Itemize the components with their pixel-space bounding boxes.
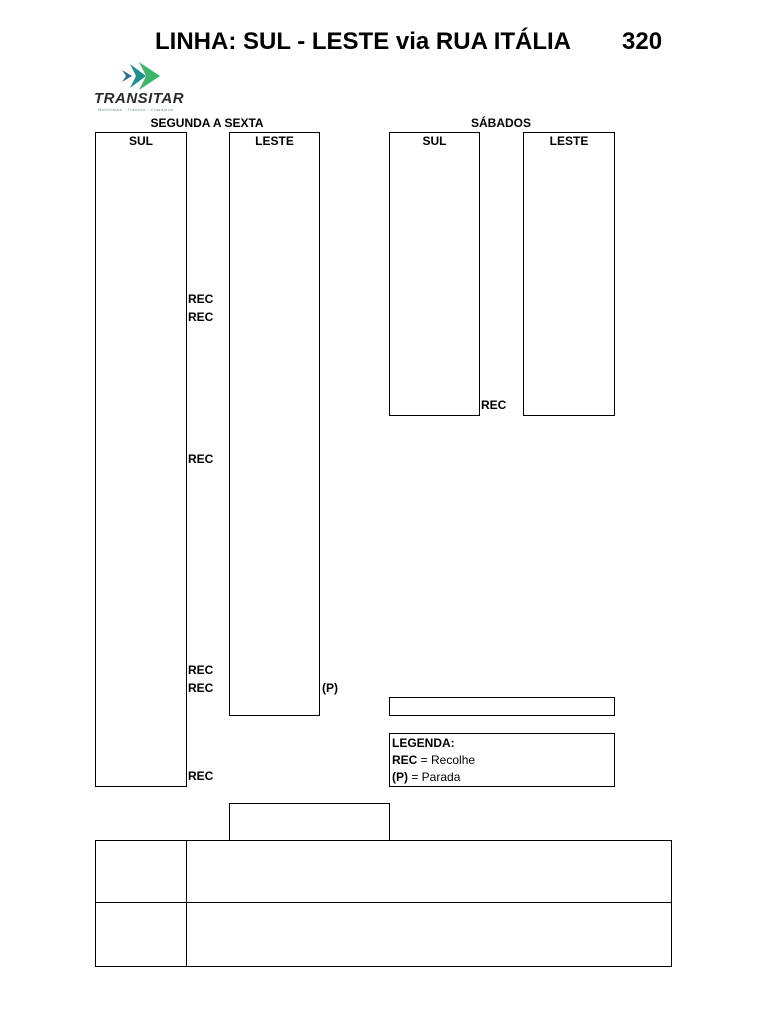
weekday-note-rec: REC	[188, 663, 214, 677]
weekday-leste-column	[229, 132, 320, 716]
bottom-info-table	[95, 840, 672, 967]
table-row	[96, 841, 671, 903]
table-cell-label	[96, 841, 187, 902]
weekday-note-rec: REC	[188, 769, 214, 783]
saturday-section-label: SÁBADOS	[470, 116, 531, 130]
weekday-note-parada: (P)	[322, 681, 338, 695]
empty-info-box	[389, 697, 615, 716]
table-cell-value	[187, 903, 671, 966]
saturday-leste-header: LESTE	[549, 134, 589, 148]
weekday-note-rec: REC	[188, 310, 214, 324]
legend-box	[389, 733, 615, 787]
legend-item-parada: (P) = Parada	[392, 770, 461, 784]
weekday-section-label: SEGUNDA A SEXTA	[150, 116, 264, 130]
line-number: 320	[622, 28, 663, 55]
weekday-sul-column	[95, 132, 187, 787]
weekday-sul-header: SUL	[129, 134, 153, 148]
table-cell-label	[96, 903, 187, 966]
empty-small-box	[229, 803, 390, 841]
weekday-note-rec: REC	[188, 681, 214, 695]
saturday-leste-column	[523, 132, 615, 416]
weekday-note-rec: REC	[188, 452, 214, 466]
saturday-note-rec: REC	[481, 398, 507, 412]
saturday-sul-header: SUL	[422, 134, 447, 148]
page-title: LINHA: SUL - LESTE via RUA ITÁLIA	[155, 28, 572, 55]
table-row	[96, 903, 671, 966]
saturday-sul-column	[389, 132, 480, 416]
table-cell-value	[187, 841, 671, 902]
logo-brand-text: TRANSITAR	[94, 90, 185, 107]
legend-item-rec: REC = Recolhe	[392, 753, 476, 767]
weekday-leste-header: LESTE	[255, 134, 294, 148]
logo-tagline: Mobilidade · Trânsito · Cidadania	[98, 107, 174, 112]
legend-title: LEGENDA:	[392, 736, 455, 750]
weekday-note-rec: REC	[188, 292, 214, 306]
